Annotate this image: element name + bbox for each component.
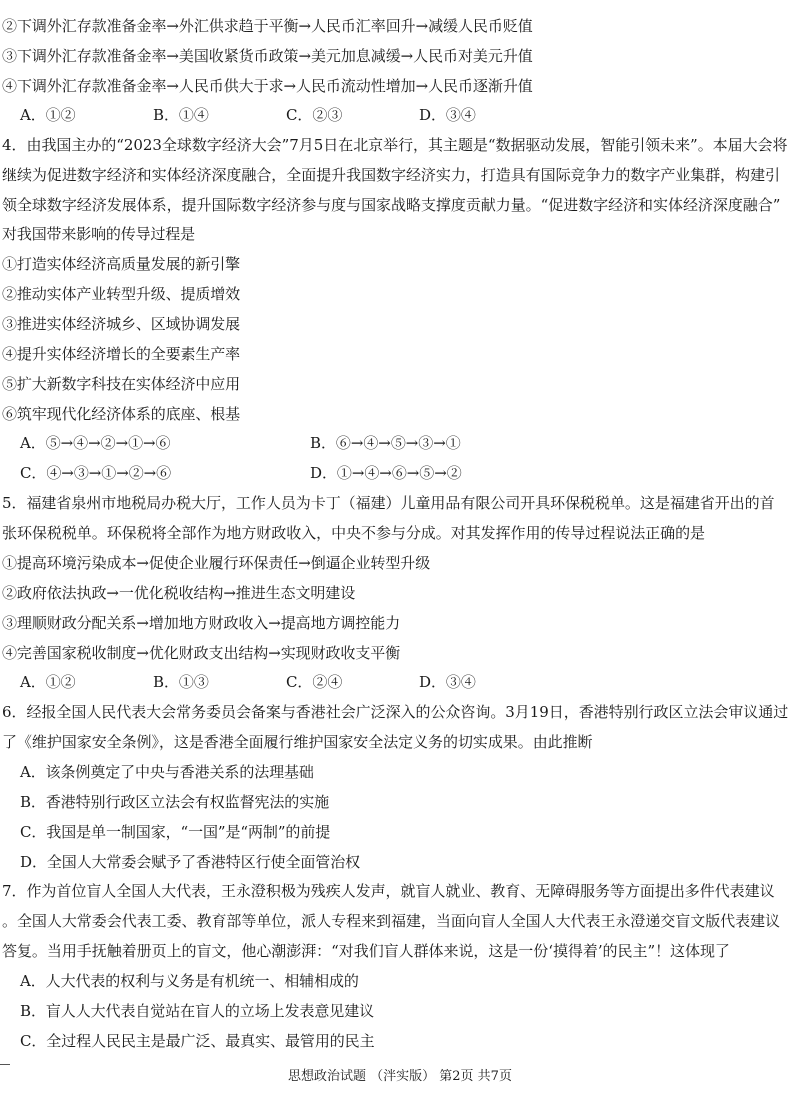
q3-item-2: ②下调外汇存款准备金率→外汇供求趋于平衡→人民币汇率回升→减缓人民币贬值 — [2, 17, 533, 35]
q4-stem-line-2: 继续为促进数字经济和实体经济深度融合，全面提升我国数字经济实力，打造具有国际竞争力的数字产业集群，构建引 — [2, 166, 781, 184]
q4-option-d: D．①→④→⑥→⑤→② — [310, 464, 462, 482]
q3-item-3: ③下调外汇存款准备金率→美国收紧货币政策→美元加息减缓→人民币对美元升值 — [2, 47, 533, 65]
q4-item-4: ④提升实体经济增长的全要素生产率 — [2, 345, 241, 363]
q5-option-a: A．①② — [20, 673, 76, 691]
q7-option-b: B．盲人人大代表自觉站在盲人的立场上发表意见建议 — [20, 1002, 375, 1020]
q5-stem-line-1: 5．福建省泉州市地税局办税大厅，工作人员为卡丁（福建）儿童用品有限公司开具环保税税单。这是福建省开出的首 — [2, 494, 775, 512]
q3-options — [20, 105, 800, 125]
q3-option-a: A．①② — [20, 106, 76, 124]
q5-item-2: ②政府依法执政→一优化税收结构→推进生态文明建设 — [2, 584, 356, 602]
q4-option-b: B．⑥→④→⑤→③→① — [310, 434, 461, 452]
q4-item-2: ②推动实体产业转型升级、提质增效 — [2, 285, 241, 303]
page-footer: 思想政治试题 （泮实版） 第2页 共7页 — [288, 1069, 512, 1084]
q7-stem-line-1: 7．作为首位盲人全国人大代表，王永澄积极为残疾人发声，就盲人就业、教育、无障碍服务等方面提出多件代表建议 — [2, 882, 775, 900]
q3-option-c: C．②③ — [286, 106, 343, 124]
q4-item-5: ⑤扩大新数字科技在实体经济中应用 — [2, 375, 241, 393]
q3-option-b: B．①④ — [153, 106, 209, 124]
q5-item-4: ④完善国家税收制度→优化财政支出结构→实现财政收支平衡 — [2, 644, 401, 662]
q5-item-3: ③理顺财政分配关系→增加地方财政收入→提高地方调控能力 — [2, 614, 401, 632]
q7-stem-line-3: 答复。当用手抚触着册页上的盲文，他心潮澎湃：“对我们盲人群体来说，这是一份‘摸得着’的民主”！这体现了 — [2, 942, 730, 960]
q5-stem-line-2: 张环保税税单。环保税将全部作为地方财政收入，中央不参与分成。对其发挥作用的传导过程说法正确的是 — [2, 524, 706, 542]
q5-item-1: ①提高环境污染成本→促使企业履行环保责任→倒逼企业转型升级 — [2, 554, 431, 572]
q3-item-4: ④下调外汇存款准备金率→人民币供大于求→人民币流动性增加→人民币逐渐升值 — [2, 77, 533, 95]
q5-options — [20, 672, 800, 692]
q3-option-d: D．③④ — [419, 106, 476, 124]
q4-option-c: C．④→③→①→②→⑥ — [20, 464, 172, 482]
q4-item-3: ③推进实体经济城乡、区域协调发展 — [2, 315, 241, 333]
q6-option-d: D．全国人大常委会赋予了香港特区行使全面管治权 — [20, 853, 361, 871]
q7-option-a: A．人大代表的权利与义务是有机统一、相辅相成的 — [20, 972, 359, 990]
q4-item-1: ①打造实体经济高质量发展的新引擎 — [2, 255, 241, 273]
q7-stem-line-2: 。全国人大常委会代表工委、教育部等单位，派人专程来到福建，当面向盲人全国人大代表王永澄递交盲文版代表建议 — [2, 912, 781, 930]
q5-option-b: B．①③ — [153, 673, 209, 691]
q6-option-c: C．我国是单一制国家，“一国”是“两制”的前提 — [20, 823, 331, 841]
q4-options-row-1 — [20, 433, 800, 453]
q4-option-a: A．⑤→④→②→①→⑥ — [20, 434, 171, 452]
q6-stem-line-2: 了《维护国家安全条例》，这是香港全面履行维护国家安全法定义务的切实成果。由此推断 — [2, 733, 593, 751]
q6-option-b: B．香港特别行政区立法会有权监督宪法的实施 — [20, 793, 330, 811]
q4-stem-line-4: 对我国带来影响的传导过程是 — [2, 225, 196, 243]
q4-options-row-2 — [20, 463, 800, 483]
q5-option-d: D．③④ — [419, 673, 476, 691]
q6-stem-line-1: 6．经报全国人民代表大会常务委员会备案与香港社会广泛深入的公众咨询。3月19日，香港特别行政区立法会审议通过 — [2, 703, 789, 721]
q4-stem-line-3: 领全球数字经济发展体系，提升国际数字经济参与度与国家战略支撑度贡献力量。“促进数字经济和实体经济深度融合” — [2, 196, 781, 214]
q4-item-6: ⑥筑牢现代化经济体系的底座、根基 — [2, 405, 241, 423]
q7-option-c: C．全过程人民民主是最广泛、最真实、最管用的民主 — [20, 1032, 375, 1050]
q4-stem-line-1: 4．由我国主办的“2023全球数字经济大会”7月5日在北京举行，其主题是“数据驱动发展，智能引领未来”。本届大会将 — [2, 136, 788, 154]
margin-mark — [0, 1064, 10, 1065]
q6-option-a: A．该条例奠定了中央与香港关系的法理基础 — [20, 763, 314, 781]
q5-option-c: C．②④ — [286, 673, 343, 691]
